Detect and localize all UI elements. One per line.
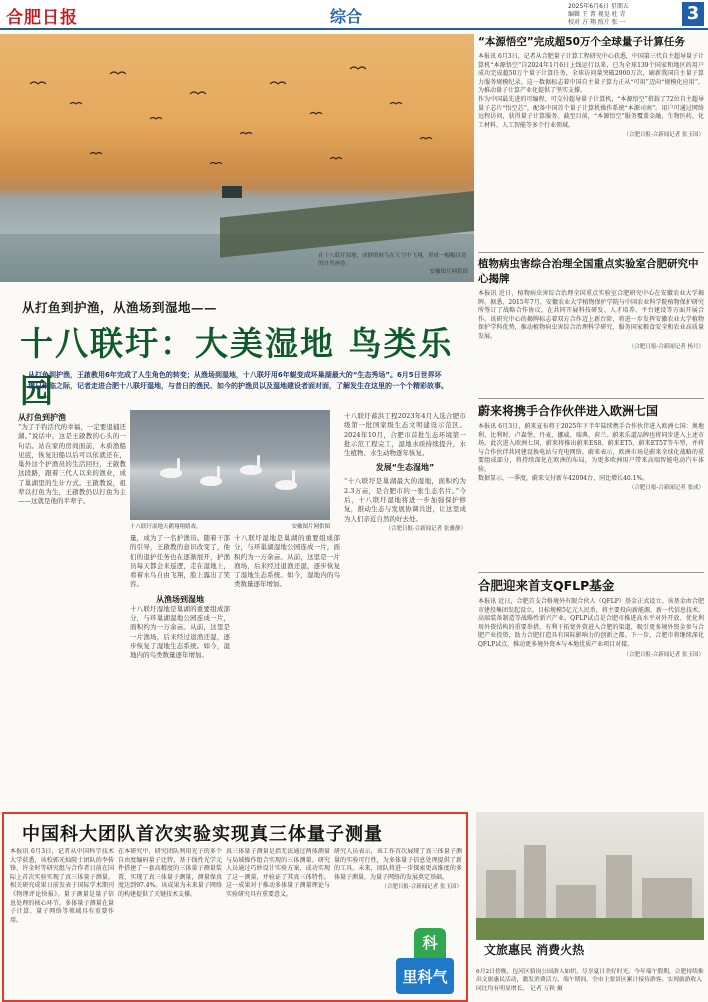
col1-subhead: 从打鱼到护渔 [18, 413, 66, 422]
swan-shape [275, 480, 297, 490]
section-title: 综合 [330, 7, 363, 26]
hero-photo [0, 34, 474, 282]
article-nio-body: 本报讯 6月3日，蔚来宣布将于2025年下半年陆续携手合作伙伴进入欧洲七国：奥地利、比利时、卢森堡、丹麦、挪威、瑞典、荷兰。蔚来乐道品牌也将同步进入上述市场。此次进入欧洲七国，蔚来将推出蔚来ES8、蔚来ET5、蔚来ET5T等车型，并将与合作伙伴共同建设换电站与充电网络。蔚来表示，欧洲市场是蔚来全球化战略的重要组成部分，将持续深化在欧洲的布局，为更多欧洲用户带来高端智能电动汽车体验。 [478, 423, 704, 473]
divider [478, 252, 704, 253]
article-benyuan-byline: （合肥日报-合新闻记者 张玉国） [623, 132, 704, 139]
col3-body: 十八联圩湿地是巢湖的重要组成部分，与环巢湖湿地公园连成一片，面积约为一万余亩。从前，这里是一片渔场，后来经过退渔还湿，逐步恢复了湿地生态系统。如今，湿地内的鸟类数量逐年增加。 [234, 534, 340, 589]
col4b-body: “十八联圩是巢湖最大的湿地，面积约为2.3万亩，是合肥市的一张生态名片。”今后，十八联圩湿地将进一步加强保护修复，推动生态与发展协调共进，让这里成为人们亲近自然的好去处。 [344, 477, 466, 523]
lead-col-4 [344, 412, 466, 806]
article-nio-headline: 蔚来将携手合作伙伴进入欧洲七国 [478, 404, 659, 418]
col2b-body: 十八联圩湿地是巢湖的重要组成部分，与环巢湖湿地公园连成一片，面积约为一万余亩。从前，这里是一片渔场，后来经过退渔还湿，逐步恢复了湿地生态系统。如今，湿地内的鸟类数量逐年增加。 [130, 604, 230, 660]
swan-shape [200, 476, 222, 486]
dateline [568, 3, 678, 27]
hero-caption [318, 252, 468, 276]
col2-subhead: 从渔场到湿地 [156, 594, 204, 604]
swan-photo [130, 410, 330, 520]
lead-col-3 [234, 534, 340, 806]
feature-caption-text: 6月2日傍晚，包河区骆岗公园游人如织，尽享夏日美好时光。今年端午假期，合肥持续推出文旅惠民活动，激发消费活力。端午期间，全市主要景区累计接待游客、实现旅游收入同比均有明显增长。 [476, 969, 704, 992]
article-benyuan-body2: 作为中国最先进的可编程、可交付超导量子计算机，“本源悟空”搭载了72位自主超导量子芯片“悟空芯”，配备中国首个量子计算机操作系统“本源司南”。用户可通过网络远程访问，获得量子计算服务。截至目前，“本源悟空”服务覆盖金融、生物医药、化工材料、人工智能等多个行业领域。 [478, 95, 704, 129]
date-line-3: 校对 方 翔 照片 张 一 [568, 19, 626, 26]
science-col-2 [118, 848, 222, 998]
main-headline: 十八联圩：大美湿地 鸟类乐园 [20, 324, 454, 410]
article-qflp-headline: 合肥迎来首支QFLP基金 [478, 578, 615, 593]
date-line-1: 2025年6月6日 星期五 [568, 3, 629, 10]
science-body-4: 研究人员表示，该工作首次展现了真三体量子测量的实验可行性，为多体量子信息处理提供了新的工具。未来，团队将进一步探索更高维度的多体量子测量，为量子网络的发展奠定基础。 [334, 848, 462, 881]
divider [478, 398, 704, 399]
col1-body: “为了手钓活代的幸福，一定要退捕还湖。”说话中，这是王啟教的心头的一句话。站在家的房间面前，木质渔船见底，恢复旧船以后可以依就还在，巢外这个护渔员的生活回归，王啟教这段路，跟着三代人以来的渔业，成了巢湖里的生计方式。王啟教说，祖辈以打鱼为生，王啟教仍以打鱼为主——这就是他的半辈子。 [18, 423, 126, 506]
kicker: 从打鱼到护渔，从渔场到湿地—— [22, 300, 218, 315]
newspaper-logo: 合肥日报 [6, 8, 78, 28]
article-qflp-body: 本报讯 近日，合肥首支合格境外有限合伙人（QFLP）基金正式设立。该基金由合肥市建投集团发起设立，目标规模5亿元人民币，将主要投向新能源、新一代信息技术、高端装备制造等战略性新兴产业。QFLP试点是合肥市推进高水平对外开放、优化利用外资结构的重要举措，有利于拓宽外资进入合肥的渠道，吸引更多境外资金参与合肥产业投资，助力合肥打造具有国际影响力的创新之都。下一步，合肥市将继续深化QFLP试点，推动更多境外资本与本地优质产业项目对接。 [478, 598, 704, 648]
article-plant-headline: 植物病虫害综合治理全国重点实验室合肥研究中心揭牌 [478, 258, 699, 285]
flying-birds-graphic [10, 44, 460, 194]
science-badge [396, 928, 460, 998]
article-plant [478, 256, 704, 396]
science-col-4 [334, 848, 462, 926]
article-qflp [478, 576, 704, 804]
col4-subhead: 发展“生态湿地” [375, 463, 435, 473]
swan-credit: 安徽图片网供图 [291, 524, 330, 530]
standfirst: 从打鱼到护渔，王啟教用6年完成了人生角色的转变；从渔场到湿地，十八联圩用6年蜕变成环巢湖最大的“生态秀场”。6月5日世界环境日来临之际，记者走进合肥十八联圩湿地，与昔日的渔民、如今的护渔员以及湿地建设者面对面，了解发生在这里的一个个精彩故事。 [28, 371, 448, 390]
science-body-2: 在本研究中，研究团队利用光子的多个自由度编码量子比特，基于线性光学元件搭建了一套高精度的三体量子测量装置，实现了真三体量子测量，测量保真度达到97.4%。该成果为未来量子网络的构建提供了关键技术支撑。 [118, 848, 222, 898]
feature-caption [476, 968, 704, 993]
lead-byline: （合肥日报-合新闻记者 张雅静） [385, 525, 466, 532]
col2-body: 量，成为了一名护渔员。随着干部的引导，王啟教的意识改变了，他们的退护任务也在逐渐展开，护渔员每天都会来巡逻，走在湿地上，看着水鸟自由飞翔，脸上露出了笑容。 [130, 534, 230, 589]
article-benyuan [478, 34, 704, 250]
article-nio-byline: （合肥日报-合新闻记者 张成） [628, 485, 704, 492]
article-benyuan-body: 本报讯 6月3日，记者从合肥量子计算工程研究中心获悉，中国第三代自主超导量子计算机“本源悟空”自2024年1月6日上线运行以来，已为全球139个国家和地区的用户成功完成超50万个量子计算任务，全球访问量突破2900万次，刷新我国自主量子算力服务规模纪录。这一数据标志着中国自主量子算力正从“可用”迈向“规模化应用”，为推动量子计算产业化提供了坚实支撑。 [478, 53, 704, 95]
swan-shape [160, 468, 182, 478]
science-col-1 [10, 848, 114, 998]
col4-body: 十八联圩蓄洪工程2023年4月入选合肥市级第一批国家级生态文明建设示范区。2024年10月，合肥市首批生态环境第一批示范工程完工，湿地水质持续提升，水生植物、水生动物逐年恢复。 [344, 412, 466, 458]
lead-col-1 [18, 412, 126, 807]
feature-credit: 记者 万秋 摄 [530, 985, 563, 992]
lawn-shape [476, 918, 704, 940]
swan-shape [240, 465, 262, 475]
page-number: 3 [682, 2, 704, 26]
science-headline: 中国科大团队首次实验实现真三体量子测量 [22, 824, 383, 845]
article-qflp-byline: （合肥日报-合新闻记者 张玉国） [623, 651, 704, 658]
science-body-1: 本报讯 6月3日，记者从中国科学技术大学获悉，该校郭光灿院士团队的李传锋、许金时等研究组与合作者日前在国际上首次实验实现了真三体量子测量。相关研究成果日前发表于国际学术期刊《物理评论快报》。量子测量是量子信息处理的核心环节，多体量子测量在量子计算、量子网络等领域具有重要作用。 [10, 848, 114, 924]
article-nio-body2: 数据显示，一季度，蔚来交付新车42094台，同比增长40.1%。 [478, 474, 649, 482]
date-line-2: 编辑 王 菁 视觉 杜 青 [568, 11, 626, 18]
hero-caption-text: 在十八联圩湿地，成群的候鸟在天空中飞翔，形成一幅幅诗意的自然画卷。 [318, 253, 467, 267]
divider [478, 572, 704, 573]
swan-caption-text: 十八联圩湿地天鹅翔翔嬉戏。 [130, 524, 202, 530]
science-body-3: 真三体量子测量是指无法通过两体测量与局域操作组合实现的三体测量。研究人员通过巧妙设计实验方案，成功实现了这一测量，并验证了其真三体特性。这一成果对于推动多体量子测量理论与实验研究具有重要意义。 [226, 848, 330, 898]
article-plant-byline: （合肥日报-合新闻记者 杨月） [628, 343, 704, 350]
badge-top-text: 科 [422, 934, 438, 952]
science-byline: （合肥日报-合新闻记者 张玉国） [381, 884, 462, 891]
science-col-3 [226, 848, 330, 998]
swan-caption [130, 522, 330, 530]
masthead [0, 0, 708, 30]
lead-col-2 [130, 534, 230, 806]
culture-tourism-photo [476, 812, 704, 940]
badge-bottom-text: 里科气 [402, 968, 448, 986]
article-benyuan-headline: “本源悟空”完成超50万个全球量子计算任务 [478, 36, 685, 48]
feature-headline: 文旅惠民 消费火热 [480, 940, 588, 959]
article-plant-body: 本报讯 近日，植物病虫害综合治理全国重点实验室合肥研究中心在安徽农业大学揭牌。据悉，2015年7月，安徽农业大学植物保护学院与中国农业科学院植物保护研究所签订了战略合作协议，在共同开展科技研发、人才培养、平台建设等方面开展合作。该研究中心的揭牌标志着双方合作迈上新台阶，将进一步发挥安徽农业大学植物保护学科优势，推动植物病虫害综合治理科学研究，服务国家粮食安全和农业高质量发展。 [478, 290, 704, 340]
hero-credit: 安徽图片网供图 [429, 269, 468, 275]
article-nio [478, 402, 704, 570]
